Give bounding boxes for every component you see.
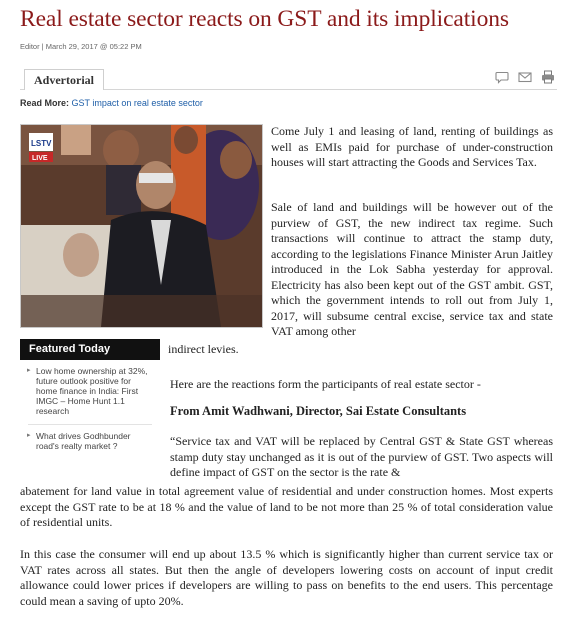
featured-list — [20, 360, 160, 451]
category-bar — [20, 67, 557, 90]
article-tools — [495, 70, 555, 84]
article-byline: Editor | March 29, 2017 @ 05:22 PM — [20, 42, 142, 51]
email-icon[interactable] — [518, 70, 532, 84]
chevron-right-icon: ▸ — [27, 432, 31, 439]
paragraph-2: Sale of land and buildings will be however out of the purview of GST, the new indirect tax regime. Such transactions will continue to attract the stamp duty, according to the legislations Finance Minister Arun Jaitley introduced in the Lok Sabha yesterday for approval. Electricity has also been kept out of the GST ambit. GST, which the government intends to roll out from July 1, 2017, will subsume central excise, service tax and state VAT among other — [271, 200, 553, 338]
featured-item[interactable] — [20, 431, 160, 451]
featured-item[interactable] — [20, 366, 160, 416]
article-title: Real estate sector reacts on GST and its implications — [20, 6, 509, 32]
read-more — [20, 98, 203, 108]
read-more-link[interactable]: GST impact on real estate sector — [71, 98, 203, 108]
divider — [28, 424, 152, 425]
paragraph-1: Come July 1 and leasing of land, renting of buildings as well as EMIs paid for purchase of under-construction houses will start attracting the Goods and Services Tax. — [271, 124, 553, 169]
paragraph-2-end: indirect levies. — [168, 342, 239, 356]
print-icon[interactable] — [541, 70, 555, 84]
featured-today-box — [20, 339, 160, 459]
featured-item-link[interactable]: Low home ownership at 32%, future outlook positive for home finance in India: First IMGC – Home Hunt 1.1 research — [36, 366, 148, 416]
featured-item-link[interactable]: What drives Godhbunder road's realty market ? — [36, 431, 131, 451]
comment-icon[interactable] — [495, 70, 509, 84]
photo-badge-bottom: LIVE — [32, 155, 48, 162]
article-photo — [20, 124, 263, 328]
photo-badge-top: LSTV — [31, 139, 52, 148]
paragraph-5-end: abatement for land value in total agreement value of residential and under construction homes. Most experts except the GST rate to be at 18 % and the value of land to be not more than 25 % of total consideration value of residential units. — [20, 484, 553, 529]
read-more-label: Read More: — [20, 98, 70, 108]
paragraph-6: In this case the consumer will end up about 13.5 % which is significantly higher than current service tax or VAT rates across all states. But then the angle of developers lowering costs on account of input credit allowance could lower prices if developers are willing to pass on benefits to the end users. This percentage could mean a saving of upto 20%. — [20, 547, 553, 608]
paragraph-3: Here are the reactions form the participants of real estate sector - — [170, 377, 481, 391]
chevron-right-icon: ▸ — [27, 367, 31, 374]
category-tab[interactable]: Advertorial — [24, 69, 104, 90]
paragraph-5-start: “Service tax and VAT will be replaced by Central GST & State GST whereas stamp duty stay unchanged as it is out of the purview of GST. Two aspects will define impact of GST on the sector is the rate & — [170, 434, 553, 479]
quote-attribution: From Amit Wadhwani, Director, Sai Estate Consultants — [170, 404, 467, 418]
featured-heading: Featured Today — [20, 339, 160, 360]
